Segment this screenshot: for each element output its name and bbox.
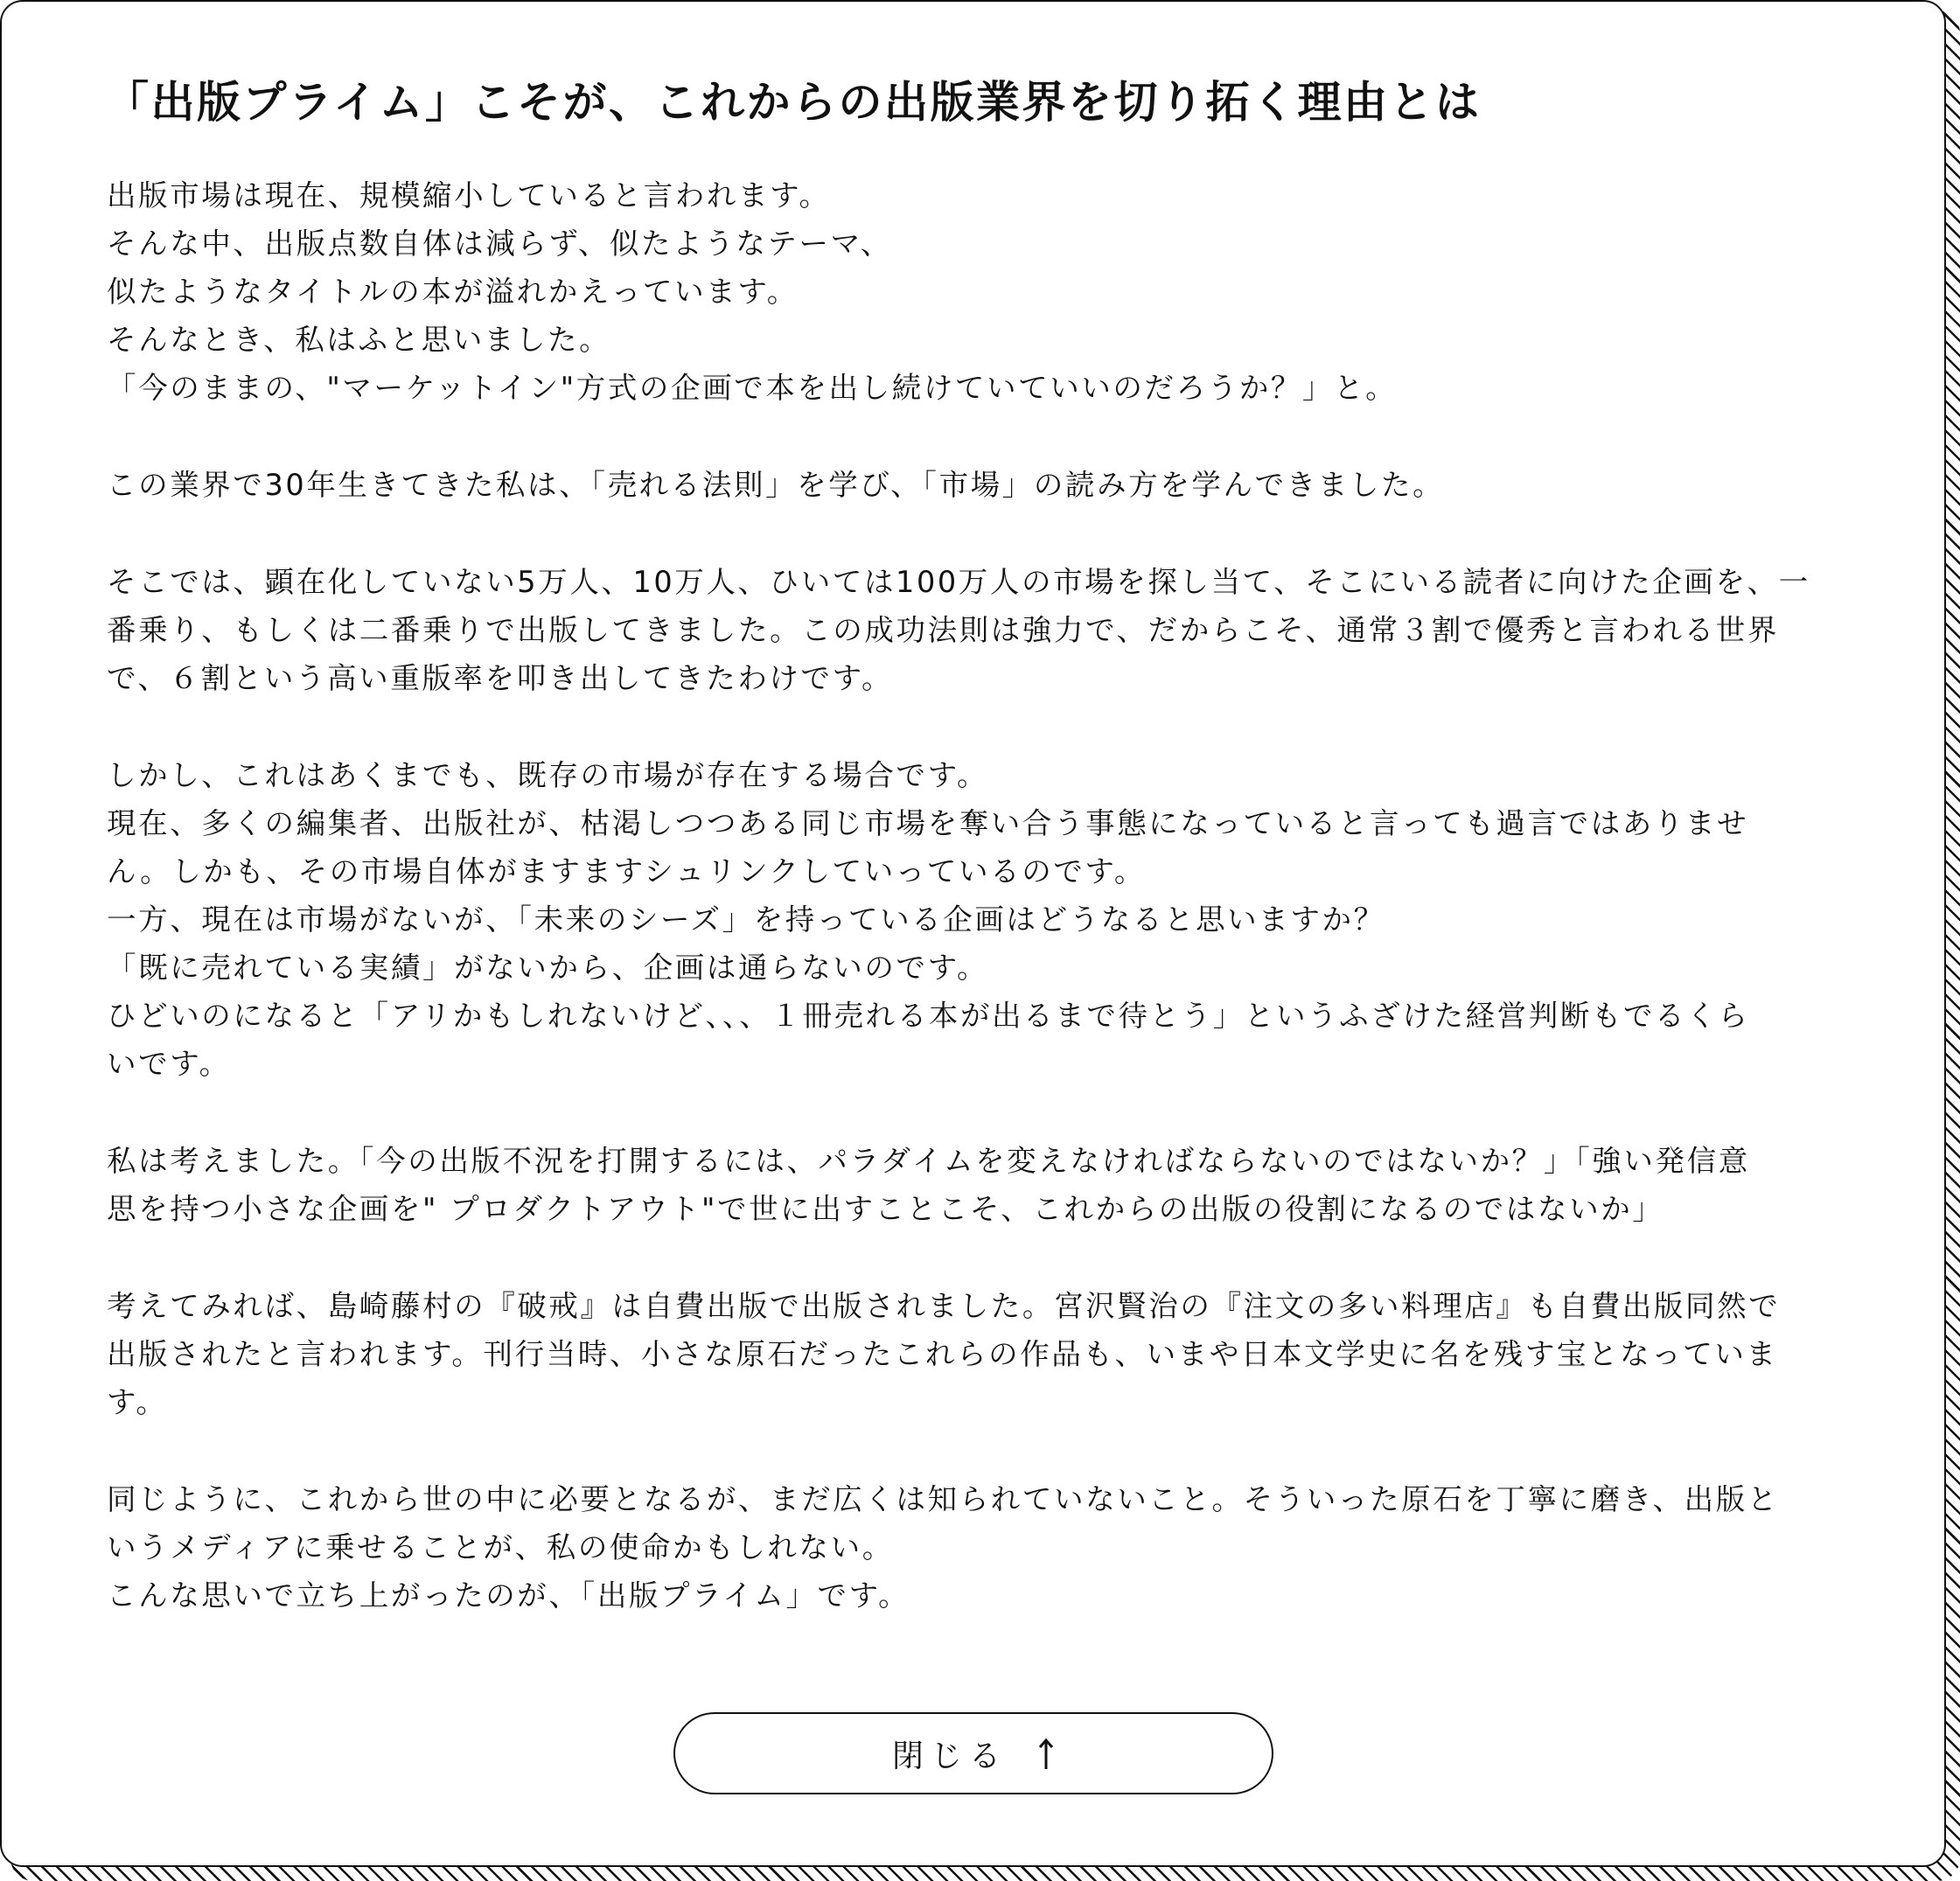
paragraph-2 <box>107 461 1847 509</box>
text-line: 私は考えました。「今の出版不況を打開するには、パラダイムを変えなければならないのではないか？」「強い発信意 <box>107 1144 1750 1178</box>
text-line: 似たようなタイトルの本が溢れかえっています。 <box>107 275 799 309</box>
text-line: そんな中、出版点数自体は減らず、似たようなテーマ、 <box>107 226 892 261</box>
text-line: で、６割という高い重版率を叩き出してきたわけです。 <box>107 661 894 695</box>
paragraph-4 <box>107 751 1847 1088</box>
text-line: 一方、現在は市場がないが、「未来のシーズ」を持っている企画はどうなると思いますか？ <box>107 902 1385 937</box>
text-line: 現在、多くの編集者、出版社が、枯渇しつつある同じ市場を奪い合う事態になっていると言っても過言ではありませ <box>107 806 1749 840</box>
text-line: こんな思いで立ち上がったのが、「出版プライム」です。 <box>107 1578 910 1613</box>
text-line: 考えてみれば、島崎藤村の『破戒』は自費出版で出版されました。宮沢賢治の『注文の多い料理店』も自費出版同然で <box>107 1289 1781 1323</box>
close-button-label: 閉じる <box>891 1738 1008 1774</box>
text-line: 「既に売れている実績」がないから、企画は通らないのです。 <box>107 951 989 985</box>
text-line: 同じように、これから世の中に必要となるが、まだ広くは知られていないこと。そういった原石を丁寧に磨き、出版と <box>107 1482 1779 1516</box>
text-line: いうメディアに乗せることが、私の使命かもしれない。 <box>107 1530 894 1564</box>
text-line: 出版市場は現在、規模縮小していると言われます。 <box>107 178 831 212</box>
text-line: しかし、これはあくまでも、既存の市場が存在する場合です。 <box>107 758 989 792</box>
modal-title: 「出版プライム」こそが、これからの出版業界を切り拓く理由とは <box>105 77 1482 128</box>
text-line: いです。 <box>107 1047 231 1081</box>
close-button[interactable] <box>673 1712 1273 1794</box>
paragraph-6 <box>107 1282 1847 1426</box>
paragraph-1 <box>107 171 1847 412</box>
text-line: ひどいのになると「アリかもしれないけど、、、１冊売れる本が出るまで待とう」というふざけた経営判断もでるくら <box>107 999 1750 1033</box>
up-arrow-icon <box>1037 1736 1055 1771</box>
text-line: 番乗り、もしくは二番乗りで出版してきました。この成功法則は強力で、だからこそ、通常３割で優秀と言われる世界 <box>107 613 1779 647</box>
paragraph-5 <box>107 1137 1847 1233</box>
text-line: ん。しかも、その市場自体がますますシュリンクしていっているのです。 <box>107 854 1146 888</box>
text-line: 出版されたと言われます。刊行当時、小さな原石だったこれらの作品も、いまや日本文学史に名を残す宝となっていま <box>107 1337 1778 1371</box>
paragraph-3 <box>107 558 1847 702</box>
text-line: 思を持つ小さな企画を" プロダクトアウト"で世に出すことこそ、これからの出版の役割になるのではないか」 <box>107 1192 1664 1226</box>
text-line: そこでは、顕在化していない5万人、10万人、ひいては100万人の市場を探し当て、そこにいる読者に向けた企画を、一 <box>107 565 1810 599</box>
text-line: 「今のままの、"マーケットイン"方式の企画で本を出し続けていていいのだろうか？」と。 <box>107 371 1398 405</box>
text-line: そんなとき、私はふと思いました。 <box>107 323 611 357</box>
paragraph-7 <box>107 1475 1847 1620</box>
text-line: この業界で30年生きてきた私は、「売れる法則」を学び、「市場」の読み方を学んできました。 <box>107 468 1445 502</box>
text-line: す。 <box>107 1385 168 1419</box>
modal-body <box>107 171 1847 1669</box>
